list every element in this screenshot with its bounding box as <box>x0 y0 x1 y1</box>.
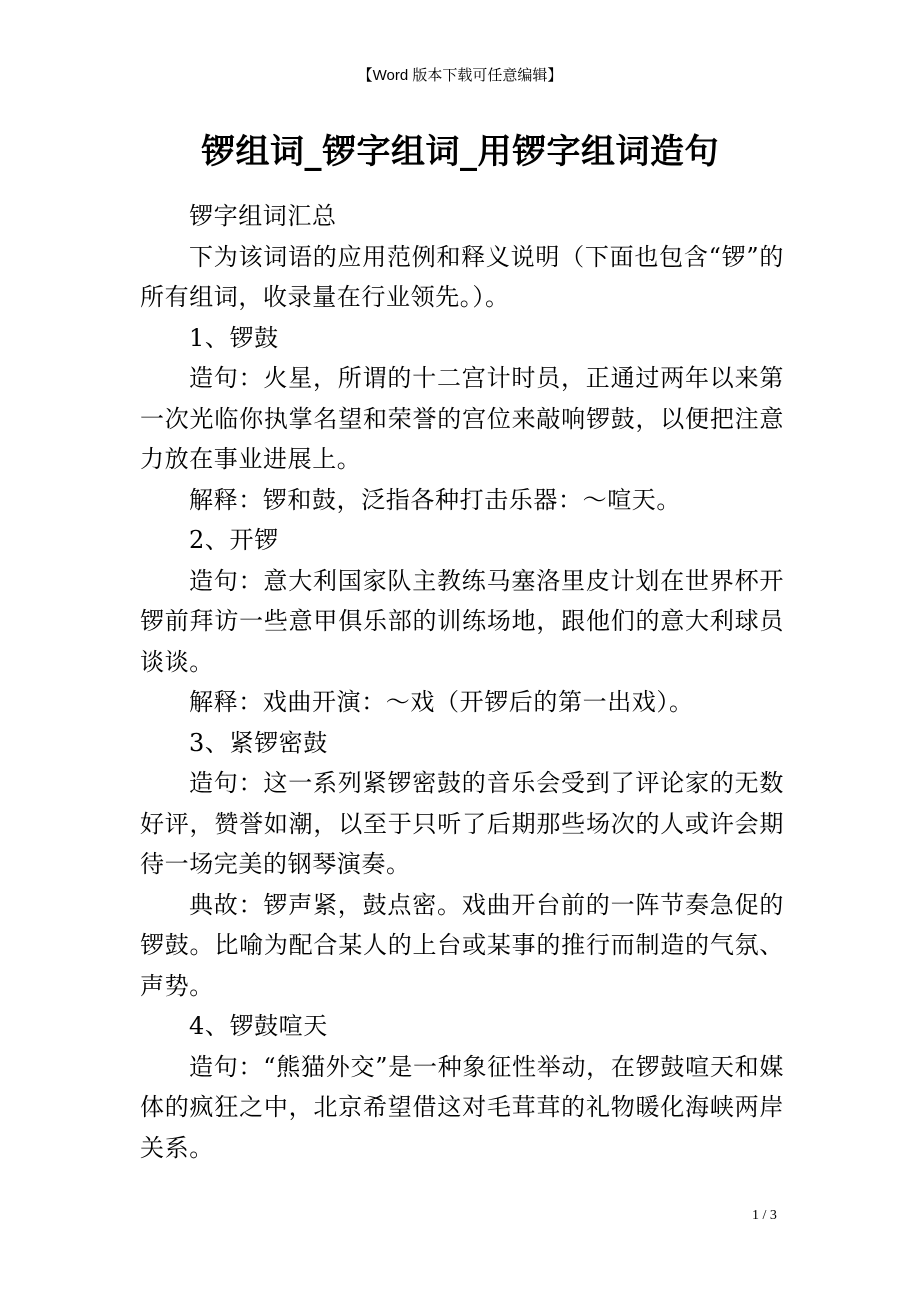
entry-heading: 3、紧锣密鼓 <box>189 728 328 757</box>
paragraph-heading-summary: 锣字组词汇总 <box>189 202 337 230</box>
example-sentence: 造句：这一系列紧锣密鼓的音乐会受到了评论家的无数好评，赞誉如潮，以至于只听了后期那些场次的人或许会期待一场完美的钢琴演奏。 <box>140 769 784 878</box>
document-title: 锣组词_锣字组词_用锣字组词造句 <box>201 132 719 172</box>
definition: 解释：锣和鼓，泛指各种打击乐器：～喧天。 <box>189 485 681 514</box>
entry-heading: 1、锣鼓 <box>189 323 279 352</box>
example-sentence: 造句：意大利国家队主教练马塞洛里皮计划在世界杯开锣前拜访一些意甲俱乐部的训练场地，跟他们的意大利球员谈谈。 <box>140 566 784 676</box>
allusion: 典故：锣声紧，鼓点密。戏曲开台前的一阵节奏急促的锣鼓。比喻为配合某人的上台或某事的推行而制造的气氛、声势。 <box>140 890 784 1000</box>
entry-heading: 4、锣鼓喧天 <box>189 1012 328 1040</box>
definition: 解释：戏曲开演：～戏（开锣后的第一出戏）。 <box>189 688 694 716</box>
example-sentence: 造句：“熊猫外交”是一种象征性举动，在锣鼓喧天和媒体的疯狂之中，北京希望借这对毛茸茸的礼物暖化海峡两岸关系。 <box>140 1052 784 1162</box>
page-number: 1 / 3 <box>752 1208 777 1223</box>
example-sentence: 造句：火星，所谓的十二宫计时员，正通过两年以来第一次光临你执掌名望和荣誉的宫位来敲响锣鼓，以便把注意力放在事业进展上。 <box>140 364 784 473</box>
entry-heading: 2、开锣 <box>189 526 279 554</box>
document-body <box>140 196 784 1168</box>
paragraph-intro: 下为该词语的应用范例和释义说明（下面也包含“锣”的所有组词，收录量在行业领先。）。 <box>140 242 784 311</box>
page-header: 【Word 版本下载可任意编辑】 <box>357 67 563 84</box>
